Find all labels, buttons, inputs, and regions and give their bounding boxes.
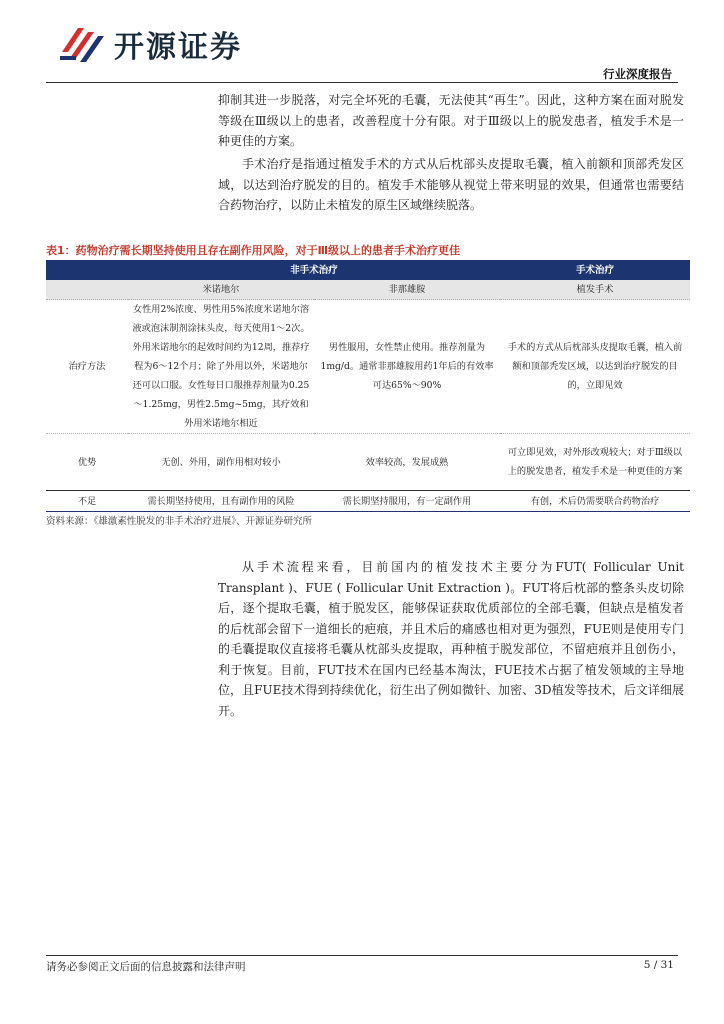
table-title: 表1：药物治疗需长期坚持使用且存在副作用风险，对于Ⅲ级以上的患者手术治疗更佳 — [46, 244, 461, 257]
empty-sub-corner — [46, 280, 128, 300]
logo-icon — [58, 22, 108, 66]
table-sub-header-row — [46, 280, 690, 300]
row-label: 治疗方法 — [46, 300, 128, 434]
header-hair-transplant: 植发手术 — [500, 280, 690, 300]
intro-paragraph-2: 手术治疗是指通过植发手术的方式从后枕部头皮提取毛囊，植入前额和顶部秃发区域，以达到治疗脱发的目的。植发手术能够从视觉上带来明显的效果，但通常也需要结合药物治疗，以防止未植发的原生区域继续脱落。 — [218, 157, 684, 212]
cell-minoxidil: 无创、外用，副作用相对较小 — [128, 434, 314, 491]
cell-minoxidil: 需长期坚持使用，且有副作用的风险 — [128, 491, 314, 512]
header-non-surgical: 非手术治疗 — [128, 260, 500, 280]
brand-logo — [58, 22, 242, 66]
footer-disclaimer: 请务必参阅正文后面的信息披露和法律声明 — [46, 961, 246, 973]
report-type: 行业深度报告 — [603, 67, 672, 81]
intro-paragraph-1: 抑制其进一步脱落，对完全坏死的毛囊，无法使其“再生”。因此，这种方案在面对脱发等级在Ⅲ级以上的患者，改善程度十分有限。对于Ⅲ级以上的脱发患者，植发手术是一种更佳的方案。 — [218, 93, 684, 148]
footer-divider — [46, 955, 678, 956]
brand-name: 开源证券 — [114, 30, 242, 65]
cell-surgery: 可立即见效，对外形改观较大；对于Ⅲ级以上的脱发患者，植发手术是一种更佳的方案 — [500, 434, 690, 491]
cell-surgery: 手术的方式从后枕部头皮提取毛囊，植入前额和顶部秃发区域，以达到治疗脱发的目的，立即见效 — [500, 300, 690, 434]
empty-corner — [46, 260, 128, 280]
table-row — [46, 300, 690, 434]
header-finasteride: 非那雄胺 — [314, 280, 500, 300]
table-group-header-row — [46, 260, 690, 280]
cell-minoxidil: 女性用2%浓度、男性用5%浓度米诺地尔溶液或泡沫制剂涂抹头皮，每天使用1～2次。外用米诺地尔的起效时间约为12周，推荐疗程为6～12个月；除了外用以外，米诺地尔还可以口服。女性每日口服推荐剂量为0.25～1.25mg，男性2.5mg~5mg，其疗效和外用米诺地尔相近 — [128, 300, 314, 434]
comparison-table — [46, 260, 690, 512]
header-surgical: 手术治疗 — [500, 260, 690, 280]
table-row — [46, 434, 690, 491]
table-source: 资料来源：《雄激素性脱发的非手术治疗进展》、开源证券研究所 — [46, 516, 313, 527]
page-number: 5 / 31 — [643, 959, 674, 971]
row-label: 不足 — [46, 491, 128, 512]
cell-finasteride: 需长期坚持服用，有一定副作用 — [314, 491, 500, 512]
header-minoxidil: 米诺地尔 — [128, 280, 314, 300]
cell-finasteride: 效率较高，发展成熟 — [314, 434, 500, 491]
body-paragraph: 从手术流程来看，目前国内的植发技术主要分为FUT( Follicular Unit Transplant )、FUE ( Follicular Unit Extraction )。FUT将后枕部的整条头皮切除后，逐个提取毛囊，植于脱发区，能够保证获取优质部位的全部毛囊，但缺点是植发者的后枕部会留下一道细长的疤痕，并且术后的痛感也相对更为强烈，FUE则是使用专门的毛囊提取仪直接将毛囊从枕部头皮提取，再种植于脱发部位，不留疤痕并且创伤小，利于恢复。目前，FUT技术在国内已经基本淘汰，FUE技术占据了植发领域的主导地位，且FUE技术得到持续优化，衍生出了例如微针、加密、3D植发等技术，后文详细展开。 — [218, 560, 684, 718]
table-row — [46, 491, 690, 512]
cell-finasteride: 男性服用，女性禁止使用。推荐剂量为1mg/d。通常非那雄胺用药1年后的有效率可达65%～90% — [314, 300, 500, 434]
header-divider — [46, 82, 678, 83]
cell-surgery: 有创，术后仍需要联合药物治疗 — [500, 491, 690, 512]
row-label: 优势 — [46, 434, 128, 491]
